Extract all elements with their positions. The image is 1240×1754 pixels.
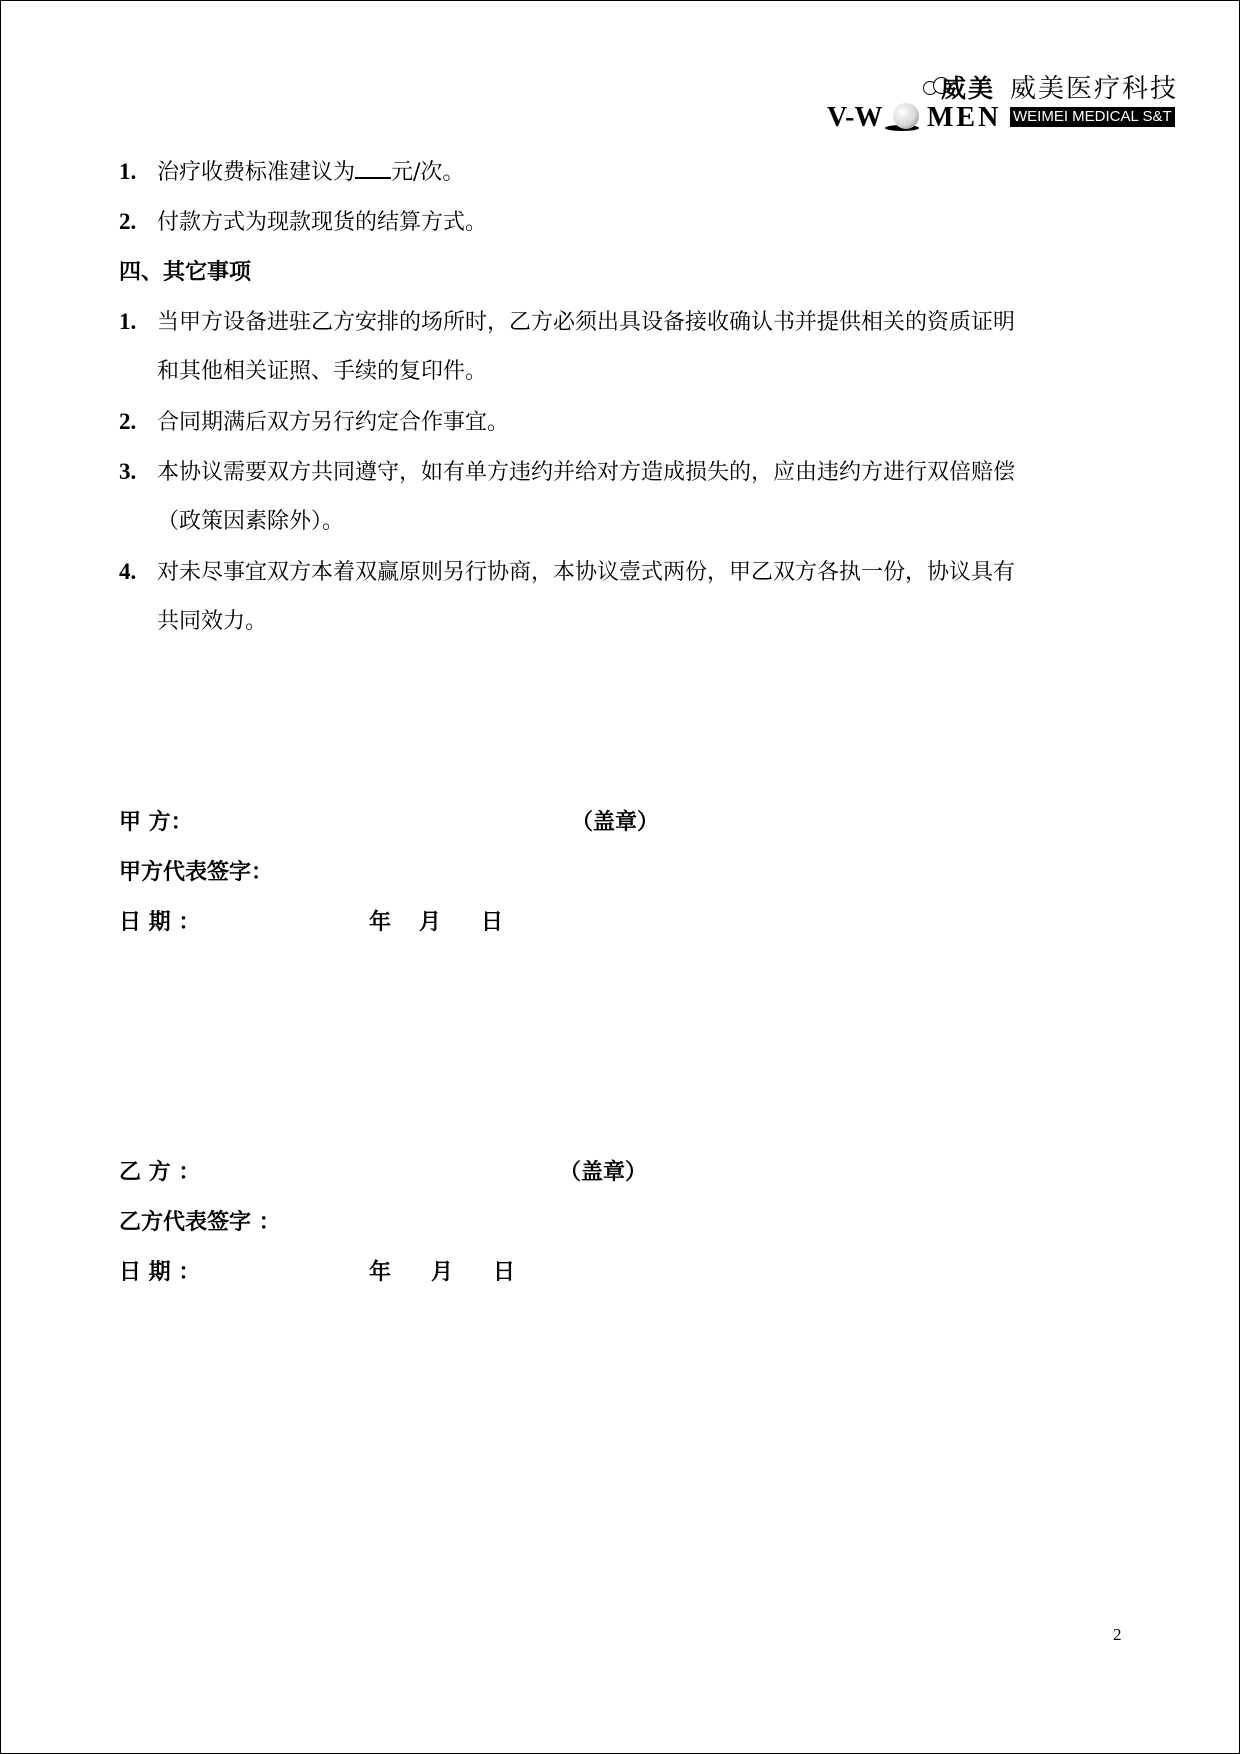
item-text: 本协议需要双方共同遵守，如有单方违约并给对方造成损失的，应由违约方进行双倍赔偿 [157,460,1016,485]
party-b-month: 月 [431,1259,454,1285]
item-text: 对未尽事宜双方本着双赢原则另行协商，本协议壹式两份，甲乙双方各执一份，协议具有 [157,560,1016,585]
party-b-rep-label: 乙方代表签字 ： [119,1209,281,1235]
party-b-seal-label: （盖章） [559,1159,648,1185]
list-item [119,457,1015,488]
item-number: 1. [119,159,137,184]
item-number: 3. [119,459,137,484]
company-logo [827,75,1189,137]
party-b-year: 年 [369,1259,392,1285]
list-item [119,407,509,438]
logo-en-right: MEN [927,102,1002,133]
list-item [119,557,1015,588]
item-text: 合同期满后双方另行约定合作事宜。 [157,410,510,435]
list-item [119,157,464,188]
party-a-month: 月 [419,909,442,935]
party-b-day: 日 [493,1259,516,1285]
fee-blank [355,157,391,179]
item-number: 4. [119,559,137,584]
party-a-rep-label: 甲方代表签字： [119,859,274,885]
party-a-label: 甲 方： [119,809,193,835]
list-item [119,307,1015,338]
section-title: 四、其它事项 [119,259,252,285]
list-item [119,207,487,238]
party-a-seal-label: （盖章） [571,809,660,835]
item-number: 2. [119,409,137,434]
item-text: 付款方式为现款现货的结算方式。 [157,210,488,235]
page-number: 2 [1113,1625,1122,1644]
party-a-date-label: 日 期 ： [119,909,201,935]
item-text-continued: 和其他相关证照、手续的复印件。 [157,359,488,384]
logo-cn-name: 威美医疗科技 [1010,74,1179,104]
party-b-label: 乙 方 ： [119,1159,201,1185]
party-a-day: 日 [481,909,504,935]
item-number: 2. [119,209,137,234]
item-text-continued: （政策因素除外）。 [157,509,345,534]
party-b-date-label: 日 期 ： [119,1259,201,1285]
logo-en-box: WEIMEI MEDICAL S&T [1010,107,1175,127]
logo-ball-icon [893,103,919,129]
item-number: 1. [119,309,137,334]
logo-en-left: V-W [827,102,883,133]
item-text: 元/次。 [391,160,465,185]
item-text: 治疗收费标准建议为 [157,160,356,185]
item-text: 当甲方设备进驻乙方安排的场所时，乙方必须出具设备接收确认书并提供相关的资质证明 [157,310,1016,335]
party-a-year: 年 [369,909,392,935]
logo-cn-small: 威美 [941,74,996,103]
item-text-continued: 共同效力。 [157,609,268,634]
